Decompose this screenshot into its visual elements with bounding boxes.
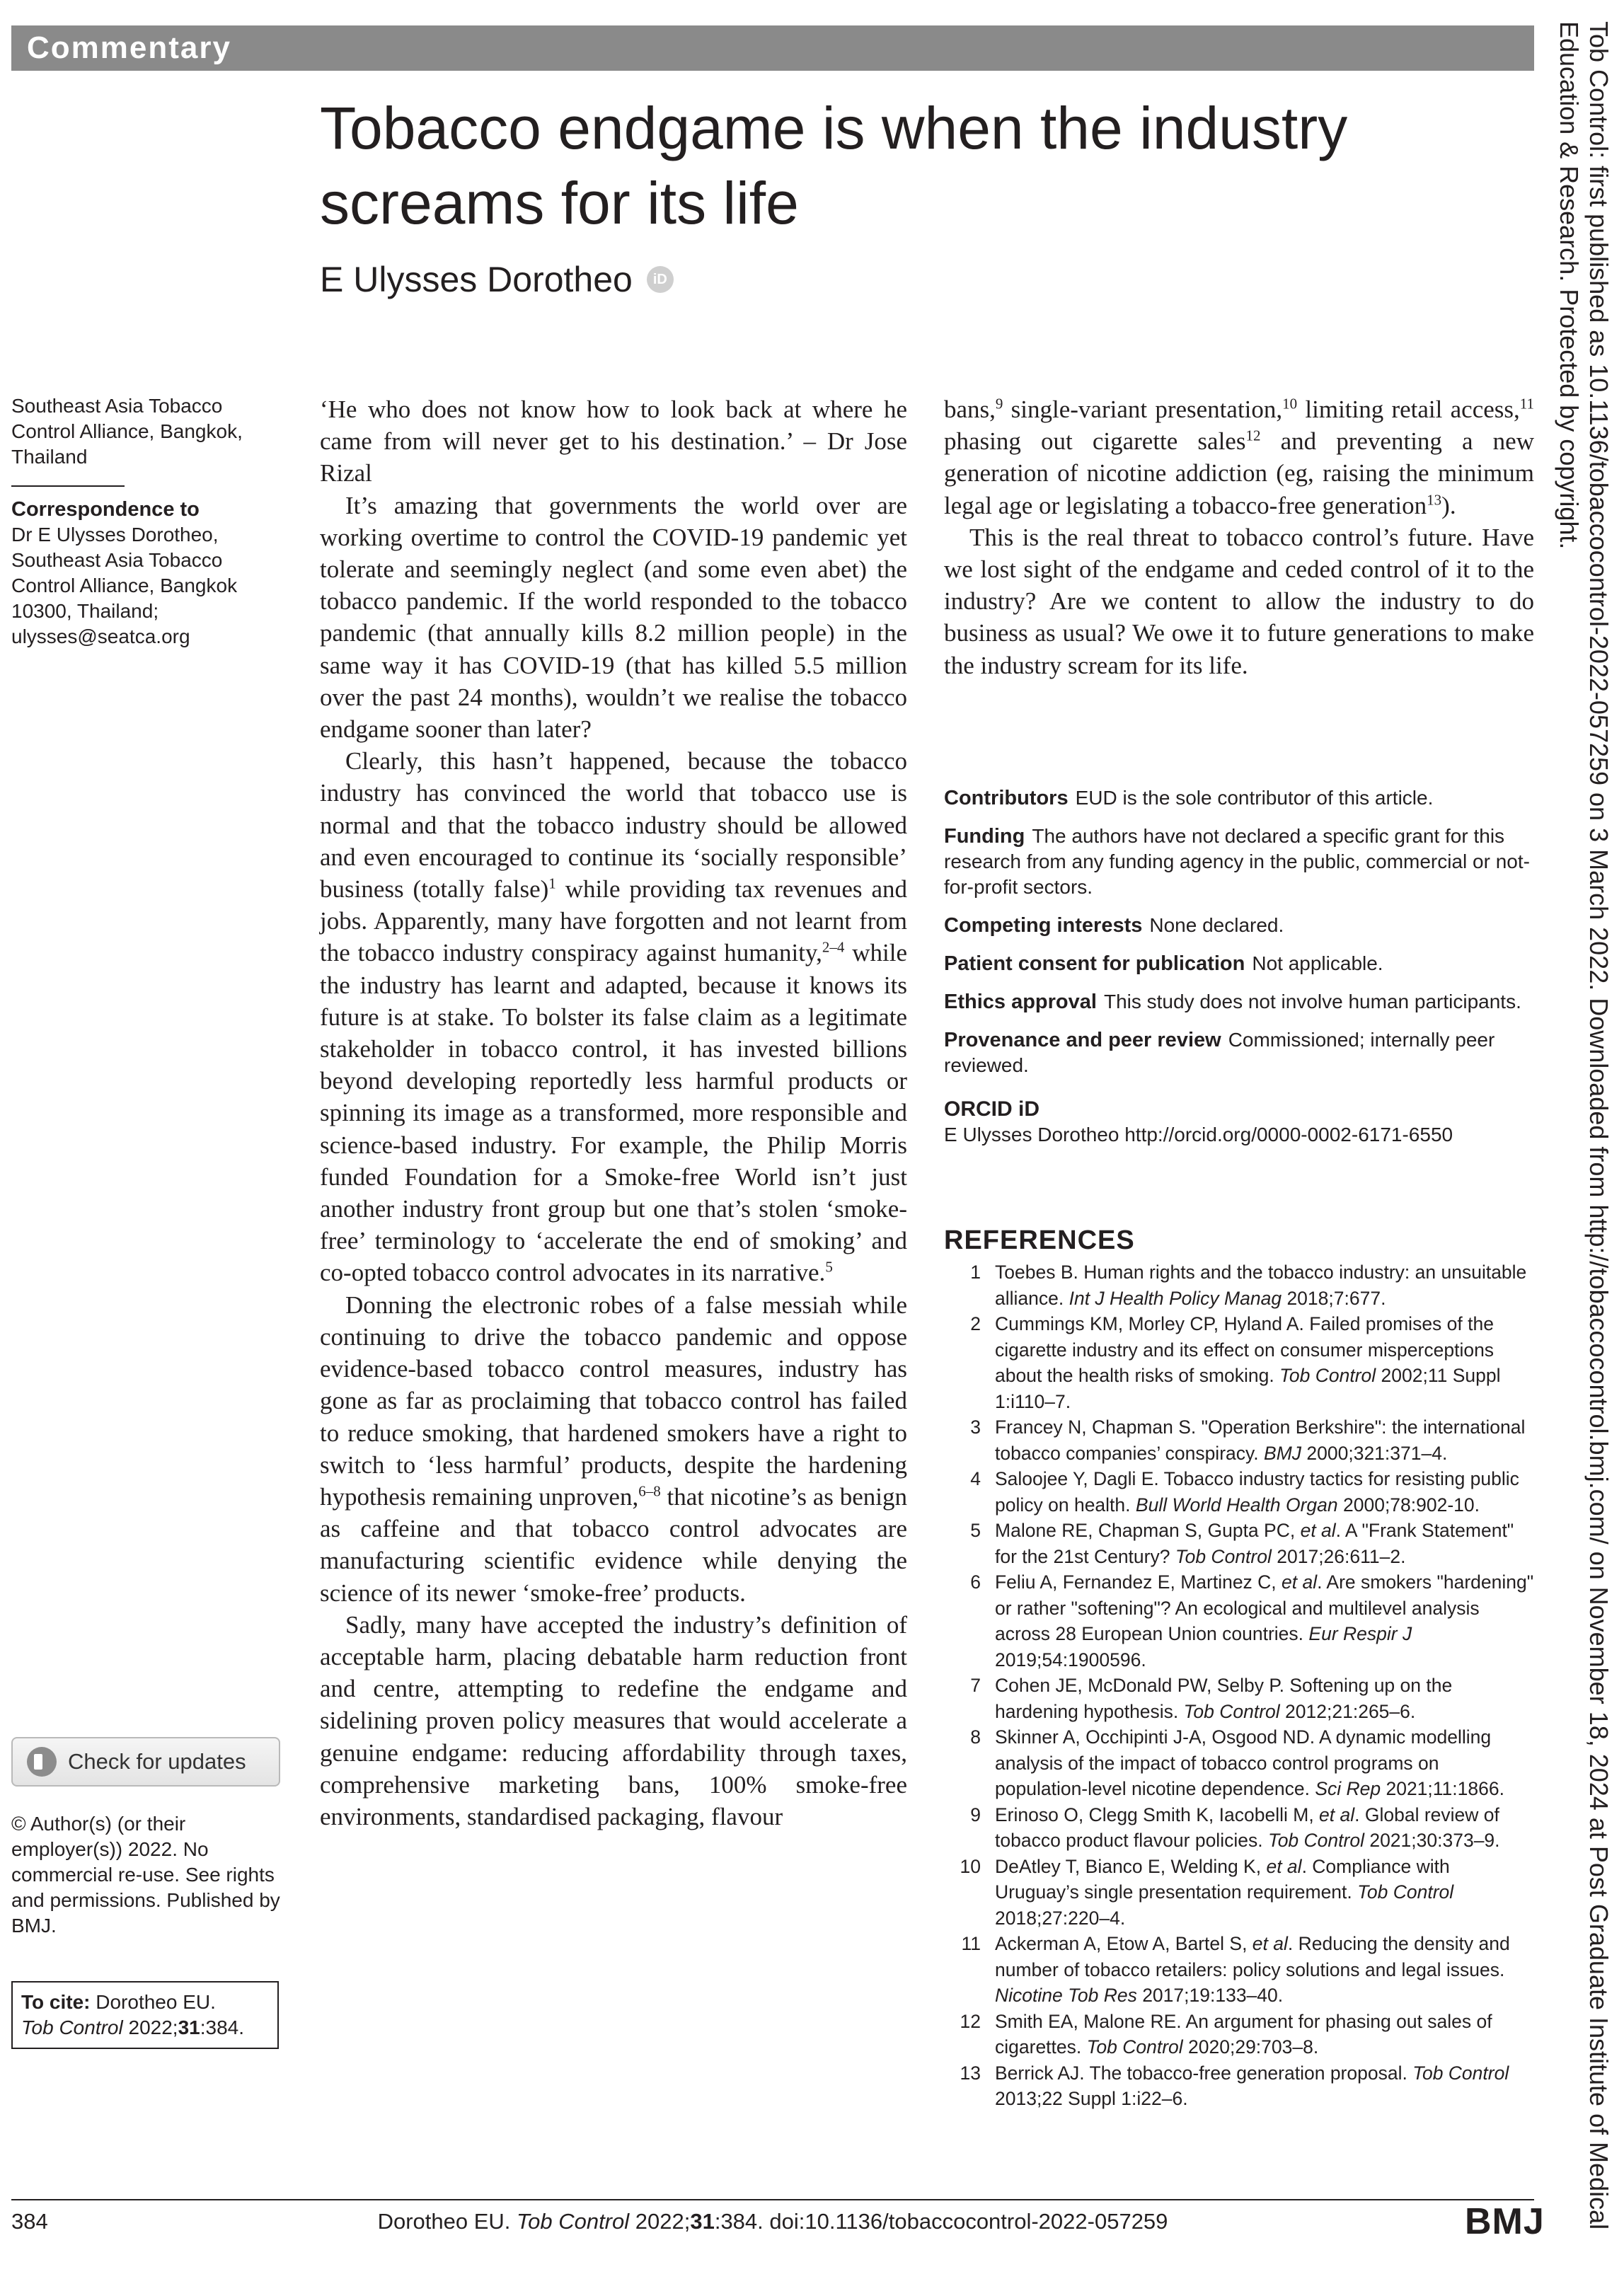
reference-pre2: . Reducing the density and number of tobacco retailers: policy solutions and legal issues.: [995, 1933, 1510, 1980]
reference-number: 1: [970, 1262, 981, 1283]
citation-link[interactable]: 6–8: [638, 1482, 661, 1500]
to-cite-box: [11, 1981, 279, 2049]
reference-pre: DeAtley T, Bianco E, Welding K,: [995, 1855, 1267, 1877]
epigraph: ‘He who does not know how to look back at where he came from will never get to his destination.’ – Dr Jose Rizal: [320, 396, 907, 487]
meta-label: Contributors: [944, 787, 1069, 809]
citation-link[interactable]: 13: [1427, 490, 1442, 508]
footer-citation: [11, 2209, 1534, 2234]
reference-pre: Smith EA, Malone RE. An argument for phasing out sales of cigarettes.: [995, 2010, 1492, 2058]
reference-post: 2013;22 Suppl 1:i22–6.: [995, 2088, 1188, 2109]
reference-text: [995, 2060, 1534, 2112]
article-title: Tobacco endgame is when the industry screams for its life: [320, 95, 1348, 236]
reference-item[interactable]: [944, 1518, 1534, 1569]
reference-pre: Malone RE, Chapman S, Gupta PC,: [995, 1520, 1301, 1541]
side-notice-wrapper: [1550, 21, 1613, 2271]
paragraph-text: while providing tax revenues and jobs. Apparently, many have forgotten and not learnt from the tobacco industry conspiracy against humanity,: [320, 875, 907, 967]
body-column-1: [320, 393, 907, 1833]
meta-label: Ethics approval: [944, 991, 1097, 1013]
reference-pre: Cummings KM, Morley CP, Hyland A. Failed promises of the cigarette industry and its effect on consumer misperceptions about the health risks of smoking.: [995, 1313, 1495, 1386]
reference-item[interactable]: [944, 1466, 1534, 1518]
to-cite-volume: 31: [178, 2016, 200, 2038]
reference-pre2: . Are smokers "hardening" or rather "softening"? An ecological and multilevel analysis across 28 European Union countries.: [995, 1571, 1534, 1644]
citation-link[interactable]: 2–4: [822, 938, 845, 956]
reference-journal: Tob Control: [1412, 2062, 1509, 2084]
reference-post: 2018;27:220–4.: [995, 1907, 1126, 1929]
reference-number: 11: [961, 1933, 981, 1954]
orcid-heading: ORCID iD: [944, 1097, 1040, 1121]
reference-number: 3: [970, 1416, 981, 1438]
reference-pre: Ackerman A, Etow A, Bartel S,: [995, 1933, 1252, 1954]
reference-journal: Bull World Health Organ: [1135, 1494, 1338, 1516]
reference-item[interactable]: [944, 1569, 1534, 1673]
reference-item[interactable]: [944, 2060, 1534, 2112]
sidebar: [11, 393, 287, 650]
reference-journal: Tob Control: [1175, 1545, 1272, 1567]
body-paragraph: [320, 745, 907, 1288]
reference-post: 2017;19:133–40.: [1136, 1985, 1284, 2006]
body-paragraph: It’s amazing that governments the world over are working overtime to control the COVID-19 pandemic yet tolerate and seemingly neglect (and some even abet) the tobacco pandemic. If the world responded to the tobacco pandemic (that annually kills 8.2 million people) in the same way it has COVID-19 (that has killed 5.5 million over the past 24 months), wouldn’t we realise the tobacco endgame sooner than later?: [320, 491, 907, 744]
reference-text: [995, 1259, 1534, 1311]
reference-etal: et al: [1282, 1571, 1318, 1593]
paragraph-text: ).: [1441, 491, 1456, 519]
reference-pre: Berrick AJ. The tobacco-free generation proposal.: [995, 2062, 1413, 2084]
reference-journal: Eur Respir J: [1308, 1623, 1412, 1644]
body-paragraph: Sadly, many have accepted the industry’s definition of acceptable harm, placing debatable harm reduction front and centre, attempting to redefine the endgame and sidelining proven policy measures that would accelerate a genuine endgame: reducing affordability through taxes, comprehensive marketing bans, 100% smoke-free environments, standardised packaging, flavour: [320, 1610, 907, 1830]
reference-text: [995, 2009, 1534, 2060]
reference-item[interactable]: [944, 1673, 1534, 1724]
meta-label: Competing interests: [944, 914, 1143, 937]
to-cite-journal: Tob Control: [21, 2016, 123, 2038]
reference-item[interactable]: [944, 1854, 1534, 1932]
bookmark-icon: [27, 1747, 57, 1777]
reference-post: 2021;11:1866.: [1381, 1778, 1504, 1799]
check-for-updates-button[interactable]: [11, 1737, 280, 1787]
paragraph-text: phasing out cigarette sales: [944, 427, 1246, 456]
reference-journal: Tob Control: [1086, 2036, 1183, 2058]
citation-link[interactable]: 12: [1245, 427, 1261, 444]
footer-cite-author: Dorotheo EU.: [377, 2209, 511, 2234]
reference-post: 2000;321:371–4.: [1301, 1442, 1448, 1464]
reference-item[interactable]: [944, 1414, 1534, 1466]
reference-item[interactable]: [944, 1931, 1534, 2009]
reference-pre2: . Global review of tobacco product flavour policies.: [995, 1804, 1499, 1851]
paragraph-text: and preventing a new generation of nicotine addiction (eg, raising the minimum legal age or legislating a tobacco-free generation: [944, 427, 1534, 519]
section-label: Commentary: [11, 25, 1534, 71]
reference-etal: et al: [1252, 1933, 1288, 1954]
meta-label: Patient consent for publication: [944, 952, 1245, 975]
reference-item[interactable]: [944, 2009, 1534, 2060]
reference-number: 12: [960, 2010, 981, 2032]
divider: [11, 485, 125, 487]
to-cite-label: To cite:: [21, 1991, 91, 2013]
reference-journal: Tob Control: [1357, 1881, 1454, 1903]
reference-text: [995, 1724, 1534, 1802]
reference-number: 13: [960, 2062, 981, 2084]
body-column-2: [944, 393, 1534, 681]
reference-text: [995, 1414, 1534, 1466]
footer-cite-year: 2022;: [635, 2209, 691, 2234]
paragraph-text: Donning the electronic robes of a false messiah while continuing to drive the tobacco pandemic and oppose evidence-based tobacco control measures, industry has gone as far as proclaiming that tobacco control has failed to reduce smoking, that hardened smokers have a right to switch to ‘less harmful’ products, despite the hardening hypothesis remaining unproven,: [320, 1291, 907, 1511]
footer-cite-journal: Tob Control: [517, 2209, 630, 2234]
ethics-approval: [944, 989, 1534, 1015]
reference-item[interactable]: [944, 1724, 1534, 1802]
reference-text: [995, 1854, 1534, 1932]
reference-number: 10: [960, 1855, 981, 1877]
meta-value: The authors have not declared a specific grant for this research from any funding agency in the public, commercial or not-for-profit sectors.: [944, 825, 1530, 898]
provenance: [944, 1027, 1534, 1078]
affiliation: Southeast Asia Tobacco Control Alliance, Bangkok, Thailand: [11, 395, 243, 468]
reference-pre: Saloojee Y, Dagli E. Tobacco industry tactics for resisting public policy on health.: [995, 1468, 1519, 1516]
contributors: [944, 785, 1534, 811]
body-paragraph: This is the real threat to tobacco control’s future. Have we lost sight of the endgame and ceded control of it to the industry? Are we content to allow the industry to do business as usual? We owe it to future generations to make the industry scream for its life.: [944, 523, 1534, 679]
reference-number: 5: [970, 1520, 981, 1541]
meta-value: EUD is the sole contributor of this article.: [1075, 787, 1434, 809]
reference-etal: et al: [1266, 1855, 1302, 1877]
reference-text: [995, 1802, 1534, 1854]
footer-divider: [11, 2199, 1534, 2200]
orcid-link[interactable]: E Ulysses Dorotheo http://orcid.org/0000-0002-6171-6550: [944, 1124, 1453, 1146]
reference-number: 4: [970, 1468, 981, 1489]
reference-etal: et al: [1319, 1804, 1355, 1825]
paragraph-text: that nicotine’s as benign as caffeine and that tobacco control advocates are manufacturing scientific evidence while denying the science of its newer ‘smoke-free’ products.: [320, 1482, 908, 1607]
reference-item[interactable]: [944, 1802, 1534, 1854]
reference-text: [995, 1518, 1534, 1569]
reference-number: 7: [970, 1675, 981, 1696]
reference-text: [995, 1569, 1534, 1673]
reference-pre: Francey N, Chapman S. "Operation Berkshire": the international tobacco companies’ conspiracy.: [995, 1416, 1526, 1464]
reference-list: [944, 1259, 1534, 2112]
reference-post: 2017;26:611–2.: [1271, 1545, 1406, 1567]
reference-number: 9: [970, 1804, 981, 1825]
correspondence-body: Dr E Ulysses Dorotheo, Southeast Asia Tobacco Control Alliance, Bangkok 10300, Thailand; ulysses@seatca.org: [11, 524, 238, 647]
reference-pre: Erinoso O, Clegg Smith K, Iacobelli M,: [995, 1804, 1320, 1825]
meta-value: Commissioned; internally peer reviewed.: [944, 1029, 1495, 1076]
reference-post: 2002;11 Suppl 1:i110–7.: [995, 1365, 1501, 1412]
reference-journal: Int J Health Policy Manag: [1069, 1287, 1282, 1309]
to-cite-pages: :384.: [200, 2016, 245, 2038]
citation-link[interactable]: 10: [1282, 395, 1298, 412]
body-paragraph: [320, 1289, 907, 1609]
competing-interests: [944, 913, 1534, 938]
reference-text: [995, 1311, 1534, 1414]
citation-link[interactable]: 1: [548, 875, 556, 892]
footer-cite-volume: 31: [690, 2209, 715, 2234]
patient-consent: [944, 951, 1534, 976]
reference-number: 8: [970, 1726, 981, 1748]
reference-item[interactable]: [944, 1311, 1534, 1414]
meta-value: None declared.: [1149, 914, 1284, 936]
reference-etal: et al: [1300, 1520, 1336, 1541]
author-name[interactable]: E Ulysses Dorotheo: [320, 260, 633, 299]
citation-link[interactable]: 5: [825, 1258, 833, 1276]
reference-text: [995, 1673, 1534, 1724]
references-heading: REFERENCES: [944, 1225, 1135, 1255]
check-for-updates-label: Check for updates: [68, 1749, 246, 1774]
reference-post: 2018;7:677.: [1282, 1287, 1386, 1309]
reference-pre2: . Compliance with Uruguay’s single presentation requirement.: [995, 1855, 1450, 1903]
reference-pre: Skinner A, Occhipinti J-A, Osgood ND. A dynamic modelling analysis of the impact of tobacco control programs on population-level nicotine dependence.: [995, 1726, 1492, 1799]
reference-journal: Tob Control: [1279, 1365, 1376, 1386]
reference-journal: Tob Control: [1267, 1830, 1364, 1851]
reference-journal: Sci Rep: [1315, 1778, 1381, 1799]
reference-post: 2019;54:1900596.: [995, 1649, 1146, 1670]
reference-post: 2012;21:265–6.: [1279, 1700, 1416, 1722]
reference-journal: Tob Control: [1183, 1700, 1280, 1722]
meta-label: Provenance and peer review: [944, 1029, 1221, 1051]
meta-label: Funding: [944, 825, 1025, 848]
reference-number: 2: [970, 1313, 981, 1334]
paragraph-text: while the industry has learnt and adapted, because it knows its future is at stake. To bolster its false claim as a legitimate stakeholder in tobacco control, it has invested billions beyond developing reportedly less harmful products or spinning its image as a transformed, more responsible and science-based industry. For example, the Philip Morris funded Foundation for a Smoke-free World isn’t just another industry front group but one that’s stolen ‘smoke-free’ terminology to ‘accelerate the end of smoking’ and co-opted tobacco control advocates in its narrative.: [320, 939, 907, 1287]
reference-post: 2000;78:902-10.: [1337, 1494, 1480, 1516]
download-notice[interactable]: Tob Control: first published as 10.1136/tobaccocontrol-2022-057259 on 3 March 2022. Downloaded from http://tobaccocontrol.bmj.com/ on November 18, 2024 at Post Graduate Institute of Medical Education & Research. Protected by copyright.: [1555, 21, 1613, 2230]
meta-value: This study does not involve human participants.: [1103, 991, 1521, 1012]
meta-value: Not applicable.: [1252, 952, 1383, 974]
reference-pre: Toebes B. Human rights and the tobacco industry: an unsuitable alliance.: [995, 1262, 1527, 1309]
page-number: 384: [11, 2209, 48, 2234]
paragraph-text: single-variant presentation,: [1003, 396, 1283, 423]
paragraph-text: limiting retail access,: [1297, 396, 1520, 423]
reference-number: 6: [970, 1571, 981, 1593]
paragraph-text: Clearly, this hasn’t happened, because the tobacco industry has convinced the world that tobacco use is normal and that the tobacco industry should be allowed and even encouraged to continue its ‘socially responsible’ business (totally false): [320, 747, 907, 904]
author-line: [320, 258, 674, 301]
citation-link[interactable]: 11: [1519, 395, 1534, 412]
funding: [944, 824, 1534, 900]
paragraph-text: bans,: [944, 396, 996, 423]
reference-pre2: . A "Frank Statement" for the 21st Century?: [995, 1520, 1514, 1567]
bmj-logo: BMJ: [1465, 2201, 1545, 2242]
orcid-icon[interactable]: iD: [647, 266, 674, 293]
article-metadata: [944, 785, 1534, 1160]
reference-pre: Cohen JE, McDonald PW, Selby P. Softening up on the hardening hypothesis.: [995, 1675, 1453, 1722]
reference-post: 2020;29:703–8.: [1182, 2036, 1319, 2058]
footer-cite-rest[interactable]: :384. doi:10.1136/tobaccocontrol-2022-057259: [714, 2209, 1168, 2234]
correspondence-heading: Correspondence to: [11, 498, 200, 521]
reference-pre: Feliu A, Fernandez E, Martinez C,: [995, 1571, 1282, 1593]
reference-text: [995, 1931, 1534, 2009]
reference-post: 2021;30:373–9.: [1364, 1830, 1500, 1851]
to-cite-author: Dorotheo EU.: [96, 1991, 216, 2013]
reference-journal: Nicotine Tob Res: [995, 1985, 1137, 2006]
citation-link[interactable]: 9: [995, 395, 1003, 412]
reference-text: [995, 1466, 1534, 1518]
reference-item[interactable]: [944, 1259, 1534, 1311]
to-cite-year: 2022;: [128, 2016, 178, 2038]
copyright-notice: © Author(s) (or their employer(s)) 2022. No commercial re-use. See rights and permissions. Published by BMJ.: [11, 1813, 280, 1937]
reference-journal: BMJ: [1264, 1442, 1302, 1464]
body-paragraph: [944, 393, 1534, 521]
